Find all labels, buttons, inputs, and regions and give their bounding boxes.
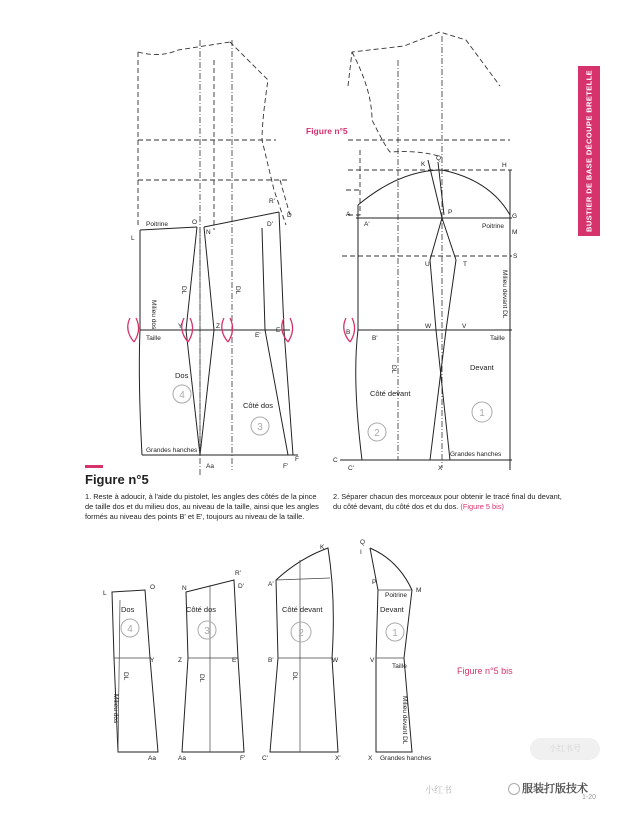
svg-text:4: 4	[127, 624, 133, 635]
piece-cote-devant	[262, 544, 341, 762]
svg-text:N: N	[182, 585, 187, 592]
svg-text:Z: Z	[178, 657, 182, 664]
svg-text:DL: DL	[198, 674, 205, 683]
svg-text:Aa: Aa	[178, 755, 186, 762]
pt-Y: Y	[178, 323, 183, 330]
pt-C: C	[333, 457, 338, 464]
svg-text:Milieu dos: Milieu dos	[112, 694, 119, 724]
num-4: 4	[179, 390, 185, 401]
svg-text:L: L	[103, 590, 107, 597]
draft-back	[128, 40, 299, 475]
svg-text:I: I	[360, 549, 362, 556]
svg-text:Côté dos: Côté dos	[186, 605, 217, 614]
svg-text:M: M	[416, 587, 422, 594]
svg-text:A': A'	[268, 581, 274, 588]
pt-E: E	[276, 327, 281, 334]
pt-H: H	[502, 162, 507, 169]
svg-text:Milieu devant DL: Milieu devant DL	[401, 696, 408, 745]
label-taille-back: Taille	[146, 335, 161, 342]
pt-Fp: F'	[283, 463, 289, 470]
chapter-title: BUSTIER DE BASE DÉCOUPE BRETELLE	[584, 70, 594, 232]
pt-R: R'	[269, 198, 275, 205]
pt-Aa: Aa	[206, 463, 214, 470]
figure-5-bis-label: Figure n°5 bis	[457, 666, 513, 676]
pt-Ep: E'	[255, 332, 261, 339]
svg-text:X: X	[368, 755, 373, 762]
svg-text:V: V	[370, 657, 375, 664]
svg-text:X': X'	[335, 755, 341, 762]
svg-text:F': F'	[240, 755, 246, 762]
svg-text:E': E'	[232, 657, 238, 664]
svg-text:P: P	[372, 579, 377, 586]
label-dl-side-back: DL	[234, 286, 241, 295]
svg-text:C': C'	[262, 755, 268, 762]
pt-M: M	[512, 229, 518, 236]
num-3: 3	[257, 422, 263, 433]
pt-A: A	[346, 211, 351, 218]
pt-F: F	[295, 456, 299, 463]
svg-text:D': D'	[238, 583, 244, 590]
svg-text:3: 3	[204, 626, 210, 637]
svg-text:K: K	[320, 544, 325, 551]
label-poitrine-front: Poitrine	[482, 223, 505, 230]
num-2: 2	[374, 428, 380, 439]
watermark-circle-icon	[508, 783, 520, 795]
svg-text:DL: DL	[291, 672, 298, 681]
figure-accent-bar	[85, 465, 103, 468]
pt-N: N	[206, 229, 211, 236]
label-grandes-hanches-front: Grandes hanches	[450, 451, 502, 458]
svg-text:Taille: Taille	[392, 663, 407, 670]
svg-text:Dos: Dos	[121, 605, 135, 614]
pt-D: D	[287, 212, 292, 219]
svg-text:R': R'	[235, 570, 241, 577]
piece-devant	[360, 539, 432, 762]
label-milieu-dos: Milieu dos	[150, 300, 157, 330]
pt-X: X	[438, 465, 443, 472]
num-1: 1	[479, 408, 485, 419]
pt-K: K	[421, 161, 426, 168]
label-dos: Dos	[175, 371, 189, 380]
pt-P: P	[448, 209, 453, 216]
label-dl-back: DL	[180, 286, 187, 295]
label-taille-front: Taille	[490, 335, 505, 342]
svg-text:DL: DL	[122, 672, 129, 681]
watermark-blob: 小红书号	[530, 738, 600, 760]
pt-B: B	[346, 329, 351, 336]
svg-text:O: O	[150, 584, 156, 591]
figure-5-title: Figure n°5	[85, 472, 149, 487]
svg-text:Côté devant: Côté devant	[282, 605, 323, 614]
pt-Cp: C'	[348, 465, 354, 472]
svg-text:W: W	[332, 657, 339, 664]
pt-W: W	[425, 323, 432, 330]
label-grandes-hanches-back: Grandes hanches	[146, 447, 198, 454]
piece-cote-dos	[178, 570, 245, 762]
caption-step-1: 1. Reste à adoucir, à l'aide du pistolet, les angles des côtés de la pince de taille dos et du milieu dos, au niveau de la taille, ainsi que les angles formés au niveau des points B' et E', toujours au niveau de la taille.	[85, 492, 319, 521]
watermark-left: 小红书	[425, 785, 453, 795]
label-cote-dos: Côté dos	[243, 401, 274, 410]
svg-text:1: 1	[392, 628, 398, 639]
label-poitrine-back: Poitrine	[146, 221, 169, 228]
chapter-side-tab	[578, 66, 600, 236]
svg-text:Devant: Devant	[380, 605, 404, 614]
pt-U: U	[425, 261, 430, 268]
pt-Ap: A'	[364, 221, 370, 228]
pt-Z: Z	[216, 323, 220, 330]
pt-O: O	[192, 219, 198, 226]
svg-text:Aa: Aa	[148, 755, 156, 762]
svg-text:2: 2	[298, 628, 304, 639]
draft-front	[333, 32, 518, 472]
svg-text:B': B'	[268, 657, 274, 664]
pt-T: T	[463, 261, 467, 268]
pt-V: V	[462, 323, 467, 330]
pt-G: G	[512, 213, 518, 220]
caption-step-2-ref: (Figure 5 bis)	[460, 502, 504, 511]
svg-text:Grandes hanches: Grandes hanches	[380, 755, 432, 762]
svg-text:Poitrine: Poitrine	[385, 592, 408, 599]
caption-step-2-text: 2. Séparer chacun des morceaux pour obtenir le tracé final du devant, du côté devant, du côté dos et du dos.	[333, 492, 562, 511]
label-devant: Devant	[470, 363, 494, 372]
pt-L: L	[131, 235, 135, 242]
label-dl-front: DL	[390, 365, 397, 374]
pt-Bp: B'	[372, 335, 378, 342]
pt-S: S	[513, 253, 518, 260]
watermark-right: 服装打版技术	[522, 783, 588, 795]
caption-step-2	[333, 492, 568, 512]
figure-5-top-label: Figure n°5	[306, 126, 348, 136]
pt-Q: Q	[436, 155, 442, 162]
svg-text:Q: Q	[360, 539, 366, 546]
page-number: 1-20	[582, 794, 597, 801]
piece-dos	[103, 584, 158, 762]
pt-Dp: D'	[267, 221, 273, 228]
svg-text:Y: Y	[150, 657, 155, 664]
label-milieu-devant: Milieu devant DL	[501, 270, 508, 319]
label-cote-devant: Côté devant	[370, 389, 411, 398]
